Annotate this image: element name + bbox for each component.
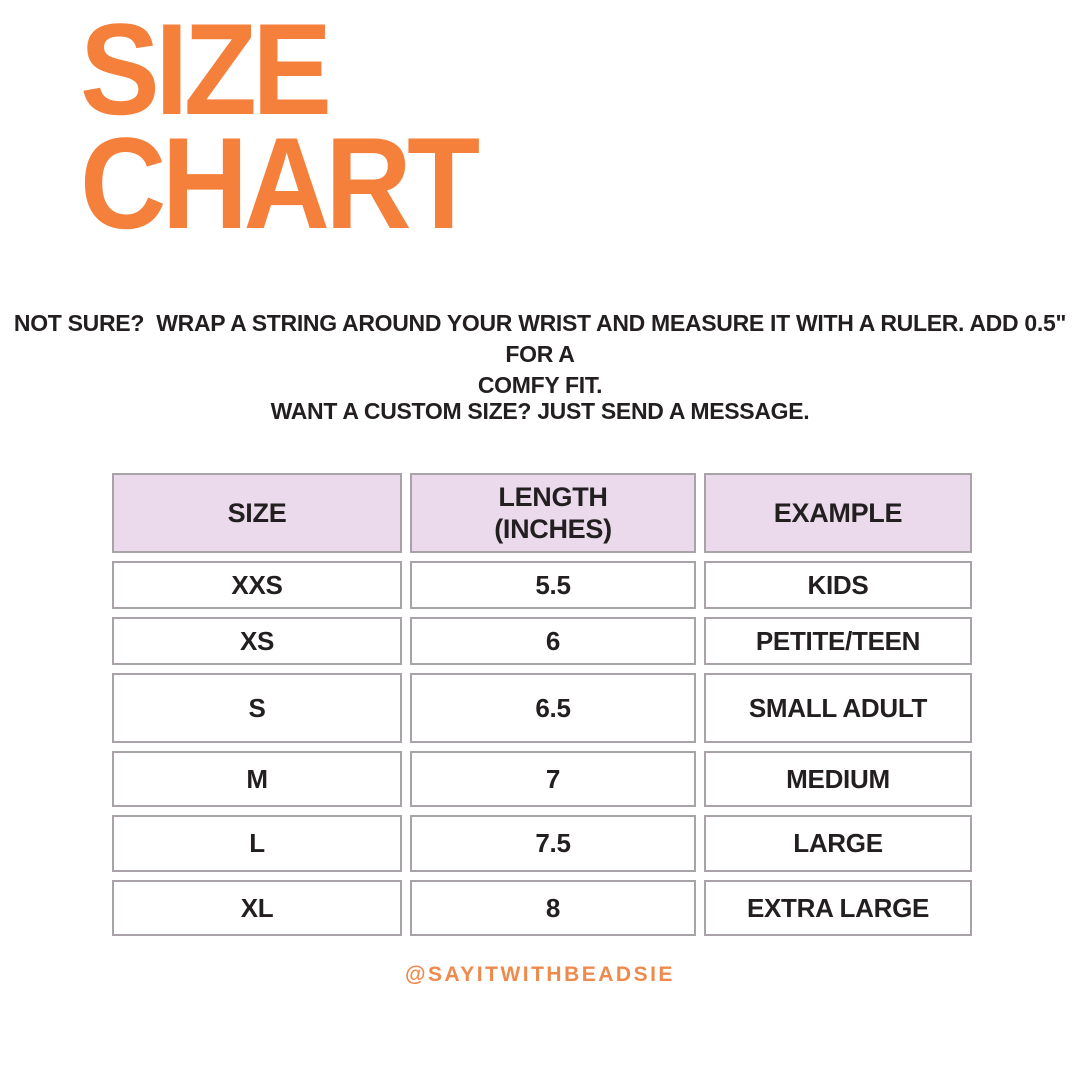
custom-size-text: WANT A CUSTOM SIZE? JUST SEND A MESSAGE.	[270, 398, 810, 424]
table-cell-length: 5.5	[410, 561, 696, 609]
table-cell-length: 7	[410, 751, 696, 807]
column-header-size: SIZE	[112, 473, 402, 553]
table-cell-length: 7.5	[410, 815, 696, 872]
table-cell-size: M	[112, 751, 402, 807]
page-title: SIZE CHART	[80, 0, 476, 257]
table-cell-example: KIDS	[704, 561, 972, 609]
table-cell-example: PETITE/TEEN	[704, 617, 972, 665]
table-cell-size: XL	[112, 880, 402, 936]
table-cell-size: L	[112, 815, 402, 872]
table-cell-size: S	[112, 673, 402, 743]
size-table	[112, 473, 972, 936]
table-cell-size: XXS	[112, 561, 402, 609]
table-cell-example: SMALL ADULT	[704, 673, 972, 743]
column-header-length: LENGTH (INCHES)	[410, 473, 696, 553]
table-cell-example: EXTRA LARGE	[704, 880, 972, 936]
table-cell-size: XS	[112, 617, 402, 665]
table-cell-example: LARGE	[704, 815, 972, 872]
table-cell-length: 8	[410, 880, 696, 936]
table-cell-example: MEDIUM	[704, 751, 972, 807]
column-header-example: EXAMPLE	[704, 473, 972, 553]
measure-instructions-text: NOT SURE? WRAP A STRING AROUND YOUR WRIST AND MEASURE IT WITH A RULER. ADD 0.5" FOR A COMFY FIT.	[13, 310, 1067, 399]
table-cell-length: 6	[410, 617, 696, 665]
table-cell-length: 6.5	[410, 673, 696, 743]
social-handle-text: @SAYITWITHBEADSIE	[405, 963, 675, 986]
